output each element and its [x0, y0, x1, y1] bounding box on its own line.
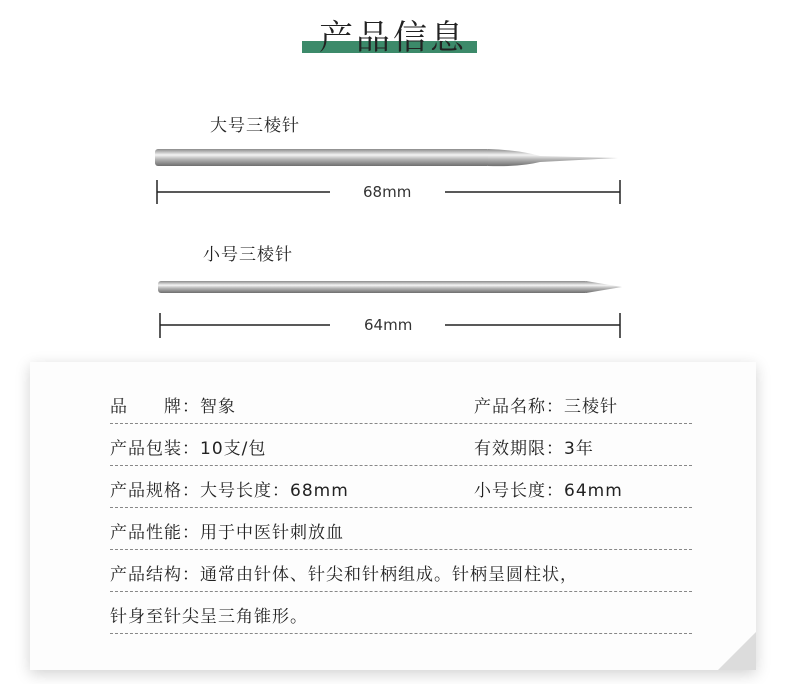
large-needle-label: 大号三棱针: [210, 116, 300, 136]
info-row-structure: [110, 550, 692, 592]
product-name-text: 产品名称：三棱针: [474, 397, 618, 417]
page-title: 产品信息: [319, 18, 467, 58]
large-needle: [155, 149, 618, 166]
small-needle-length: 64mm: [364, 316, 413, 334]
small-needle: [158, 281, 622, 293]
spec-large-text: 产品规格：大号长度：68mm: [110, 481, 349, 501]
structure-text-2: 针身至针尖呈三角锥形。: [110, 607, 308, 627]
large-needle-length: 68mm: [363, 183, 412, 201]
performance-text: 产品性能：用于中医针刺放血: [110, 523, 344, 543]
info-row-packaging: [110, 424, 692, 466]
brand-text: 品 牌：智象: [110, 397, 236, 417]
info-row-spec: [110, 466, 692, 508]
info-row-structure-cont: [110, 592, 692, 634]
info-panel: [30, 362, 756, 670]
structure-text-1: 产品结构：通常由针体、针尖和针柄组成。针柄呈圆柱状，: [110, 565, 578, 585]
packaging-text: 产品包装：10支/包: [110, 439, 267, 459]
spec-small-text: 小号长度：64mm: [474, 481, 623, 501]
page-curl-corner: [718, 632, 756, 670]
shelf-life-text: 有效期限：3年: [474, 439, 594, 459]
info-row-brand: [110, 382, 692, 424]
info-row-performance: [110, 508, 692, 550]
small-needle-label: 小号三棱针: [203, 245, 293, 265]
